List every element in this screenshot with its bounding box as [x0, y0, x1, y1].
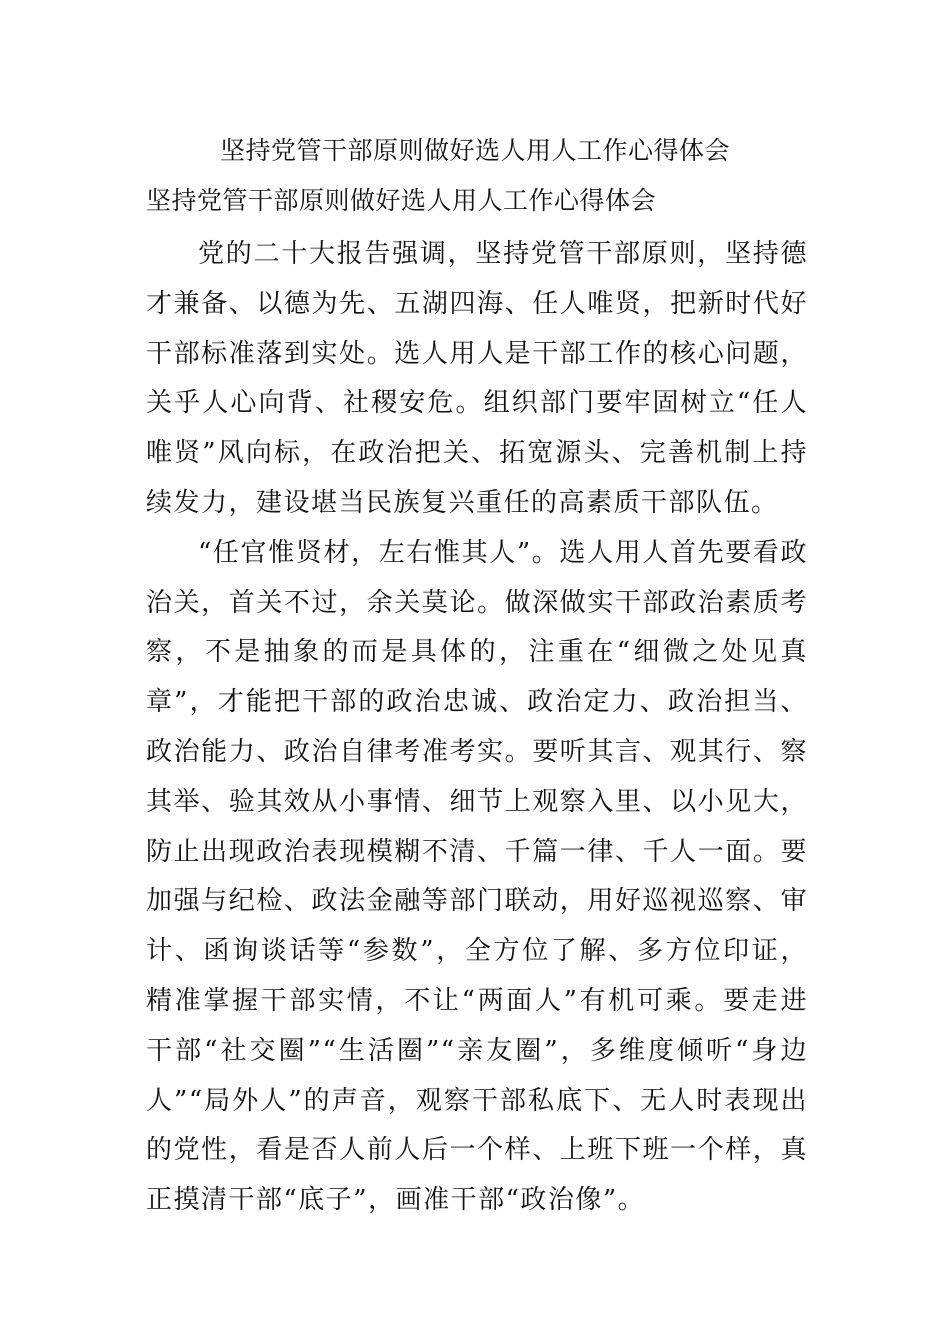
paragraph-2: “任官惟贤材，左右惟其人”。选人用人首先要看政治关，首关不过，余关莫论。做深做实干部政治素质考察，不是抽象的而是具体的，注重在“细微之处见真章”，才能把干部的政治忠诚、政治定力、政治担当、政治能力、政治自律考准考实。要听其言、观其行、察其举、验其效从小事情、细节上观察入里、以小见大，防止出现政治表现模糊不清、千篇一律、千人一面。要加强与纪检、政法金融等部门联动，用好巡视巡察、审计、函询谈话等“参数”，全方位了解、多方位印证，精准掌握干部实情，不让“两面人”有机可乘。要走进干部“社交圈”“生活圈”“亲友圈”，多维度倾听“身边人”“局外人”的声音，观察干部私底下、无人时表现出的党性，看是否人前人后一个样、上班下班一个样，真正摸清干部“底子”，画准干部“政治像”。 — [146, 537, 808, 1216]
paragraph-1: 党的二十大报告强调，坚持党管干部原则，坚持德才兼备、以德为先、五湖四海、任人唯贤，把新时代好干部标准落到实处。选人用人是干部工作的核心问题，关乎人心向背、社稷安危。组织部门要牢固树立“任人唯贤”风向标，在政治把关、拓宽源头、完善机制上持续发力，建设堪当民族复兴重任的高素质干部队伍。 — [146, 239, 808, 518]
document-title: 坚持党管干部原则做好选人用人工作心得体会 — [219, 136, 730, 165]
document-subtitle: 坚持党管干部原则做好选人用人工作心得体会 — [146, 186, 657, 215]
document-body — [146, 230, 808, 1226]
